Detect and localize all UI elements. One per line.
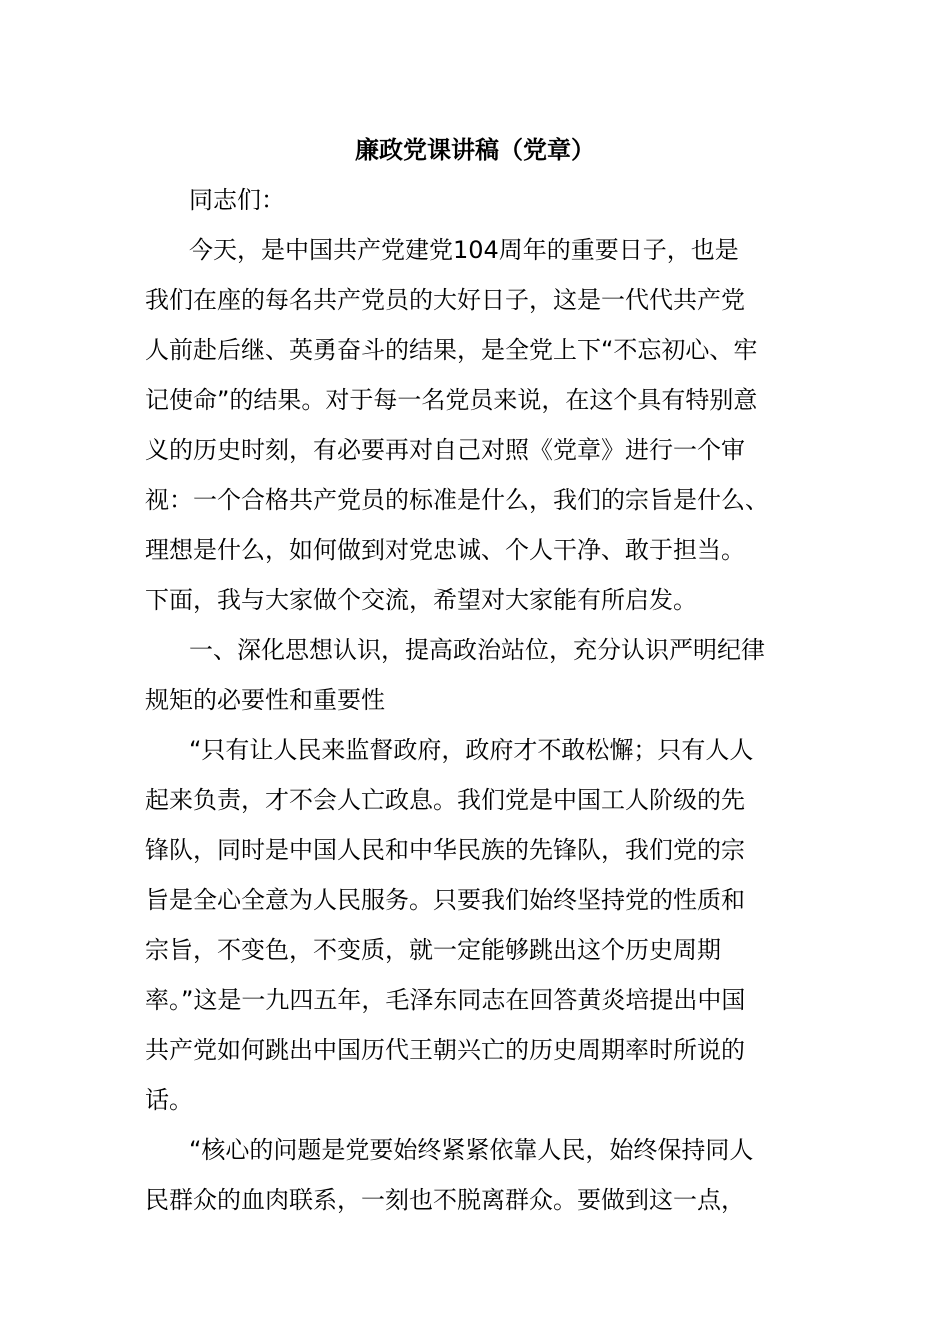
paragraph-line: 共产党如何跳出中国历代王朝兴亡的历史周期率时所说的: [145, 1036, 745, 1064]
paragraph-line: 今天，是中国共产党建党104周年的重要日子，也是: [189, 236, 739, 264]
paragraph-line: “只有让人民来监督政府，政府才不敢松懈；只有人人: [189, 736, 754, 764]
document-body: [145, 175, 805, 1225]
paragraph-line: 率。”这是一九四五年，毛泽东同志在回答黄炎培提出中国: [145, 986, 746, 1014]
paragraph-line: 人前赴后继、英勇奋斗的结果，是全党上下“不忘初心、牢: [145, 336, 758, 364]
section-heading-line: 规矩的必要性和重要性: [145, 686, 385, 714]
paragraph-line: 义的历史时刻，有必要再对自己对照《党章》进行一个审: [145, 436, 745, 464]
paragraph-line: 理想是什么，如何做到对党忠诚、个人干净、敢于担当。: [145, 536, 745, 564]
paragraph-line: 锋队，同时是中国人民和中华民族的先锋队，我们党的宗: [145, 836, 745, 864]
salutation-line: 同志们：: [189, 186, 285, 214]
paragraph-line: 视：一个合格共产党员的标准是什么，我们的宗旨是什么、: [145, 486, 769, 514]
paragraph-line: 起来负责，才不会人亡政息。我们党是中国工人阶级的先: [145, 786, 745, 814]
paragraph-line: 下面，我与大家做个交流，希望对大家能有所启发。: [145, 586, 697, 614]
document-title: 廉政党课讲稿（党章）: [355, 136, 595, 164]
paragraph-line: 旨是全心全意为人民服务。只要我们始终坚持党的性质和: [145, 886, 745, 914]
paragraph-line: 话。: [145, 1086, 193, 1114]
paragraph-line: 记使命”的结果。对于每一名党员来说，在这个具有特别意: [145, 386, 758, 414]
paragraph-line: “核心的问题是党要始终紧紧依靠人民，始终保持同人: [189, 1136, 754, 1164]
paragraph-line: 宗旨，不变色，不变质，就一定能够跳出这个历史周期: [145, 936, 721, 964]
paragraph-line: 民群众的血肉联系，一刻也不脱离群众。要做到这一点，: [145, 1186, 745, 1214]
section-heading-line: 一、深化思想认识，提高政治站位，充分认识严明纪律: [189, 636, 765, 664]
paragraph-line: 我们在座的每名共产党员的大好日子，这是一代代共产党: [145, 286, 745, 314]
